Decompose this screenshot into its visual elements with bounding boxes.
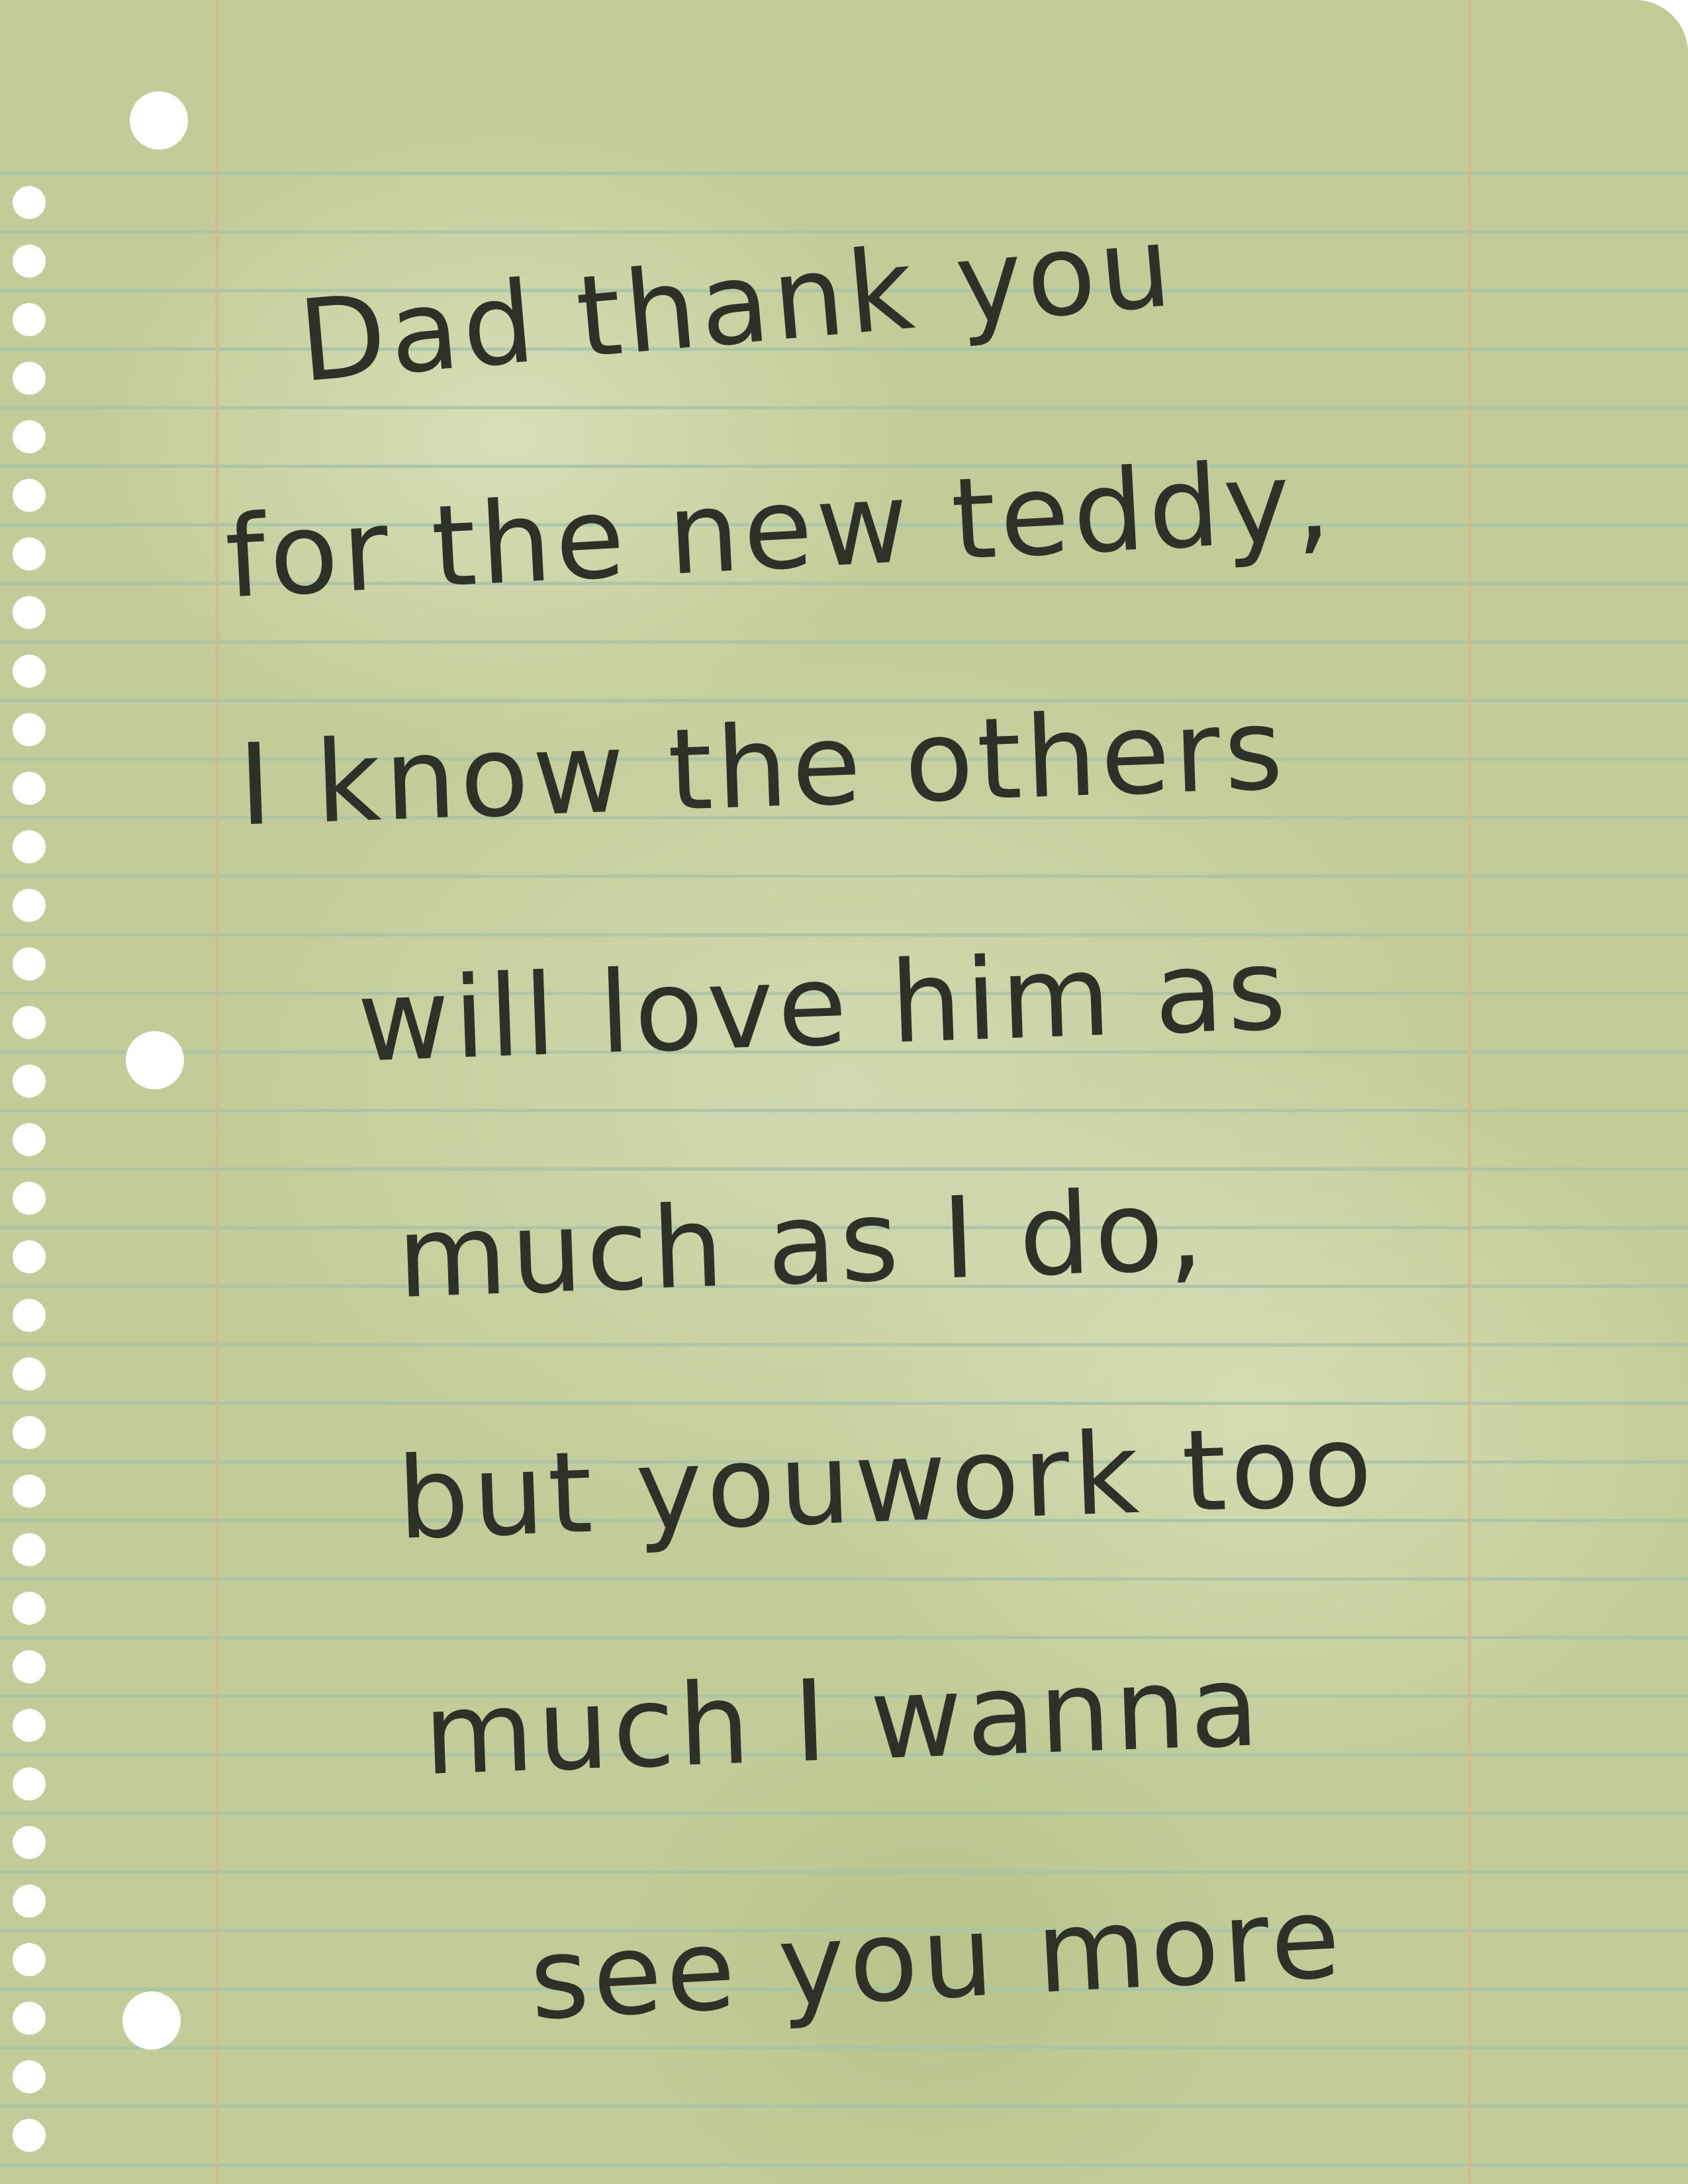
perforation-hole [13, 713, 46, 747]
perforation-hole [13, 362, 46, 395]
note-line: Dad thank you [293, 201, 1180, 408]
binder-hole-middle [126, 1031, 184, 1089]
note-line: will love him as [355, 924, 1292, 1088]
perforation-hole [13, 2060, 46, 2093]
perforation-hole [13, 889, 46, 922]
perforation-hole [13, 655, 46, 688]
perforation-hole [13, 948, 46, 981]
perforation-hole [13, 420, 46, 453]
perforation-hole [13, 1416, 46, 1449]
perforation-hole [13, 1006, 46, 1039]
note-line: much as I do, [395, 1164, 1209, 1324]
perforation-hole [13, 1357, 46, 1390]
perforation-hole [13, 1182, 46, 1215]
perforation-hole [13, 1651, 46, 1684]
note-line: much I wanna [421, 1640, 1265, 1801]
perforation-hole [13, 479, 46, 512]
perforation-hole [13, 1592, 46, 1625]
perforation-hole [13, 1943, 46, 1976]
perforation-hole [13, 1826, 46, 1859]
perforation-hole [13, 537, 46, 570]
perforation-hole [13, 1768, 46, 1801]
binder-hole-top [130, 91, 188, 150]
perforation-hole [13, 1709, 46, 1742]
perforation-hole [13, 1885, 46, 1918]
perforation-hole [13, 1240, 46, 1273]
note-line: see you more [526, 1872, 1347, 2046]
perforation-hole [13, 2119, 46, 2152]
perforation-hole [13, 596, 46, 629]
perforation-hole [13, 772, 46, 805]
note-line: I know the others [236, 684, 1289, 852]
perforation-hole [13, 1475, 46, 1508]
perforation-hole [13, 1065, 46, 1098]
perforation-hole [13, 1533, 46, 1567]
perforation-hole [13, 831, 46, 864]
perforation-hole [13, 1299, 46, 1332]
note-line: for the new teddy, [222, 435, 1337, 624]
perforation-hole [13, 186, 46, 219]
note-line: but youwork too [395, 1400, 1378, 1565]
perforation-hole [13, 303, 46, 336]
perforation-hole [13, 2002, 46, 2035]
perforation-hole [13, 1123, 46, 1156]
binder-hole-bottom [122, 1991, 181, 2050]
perforation-hole [13, 245, 46, 278]
